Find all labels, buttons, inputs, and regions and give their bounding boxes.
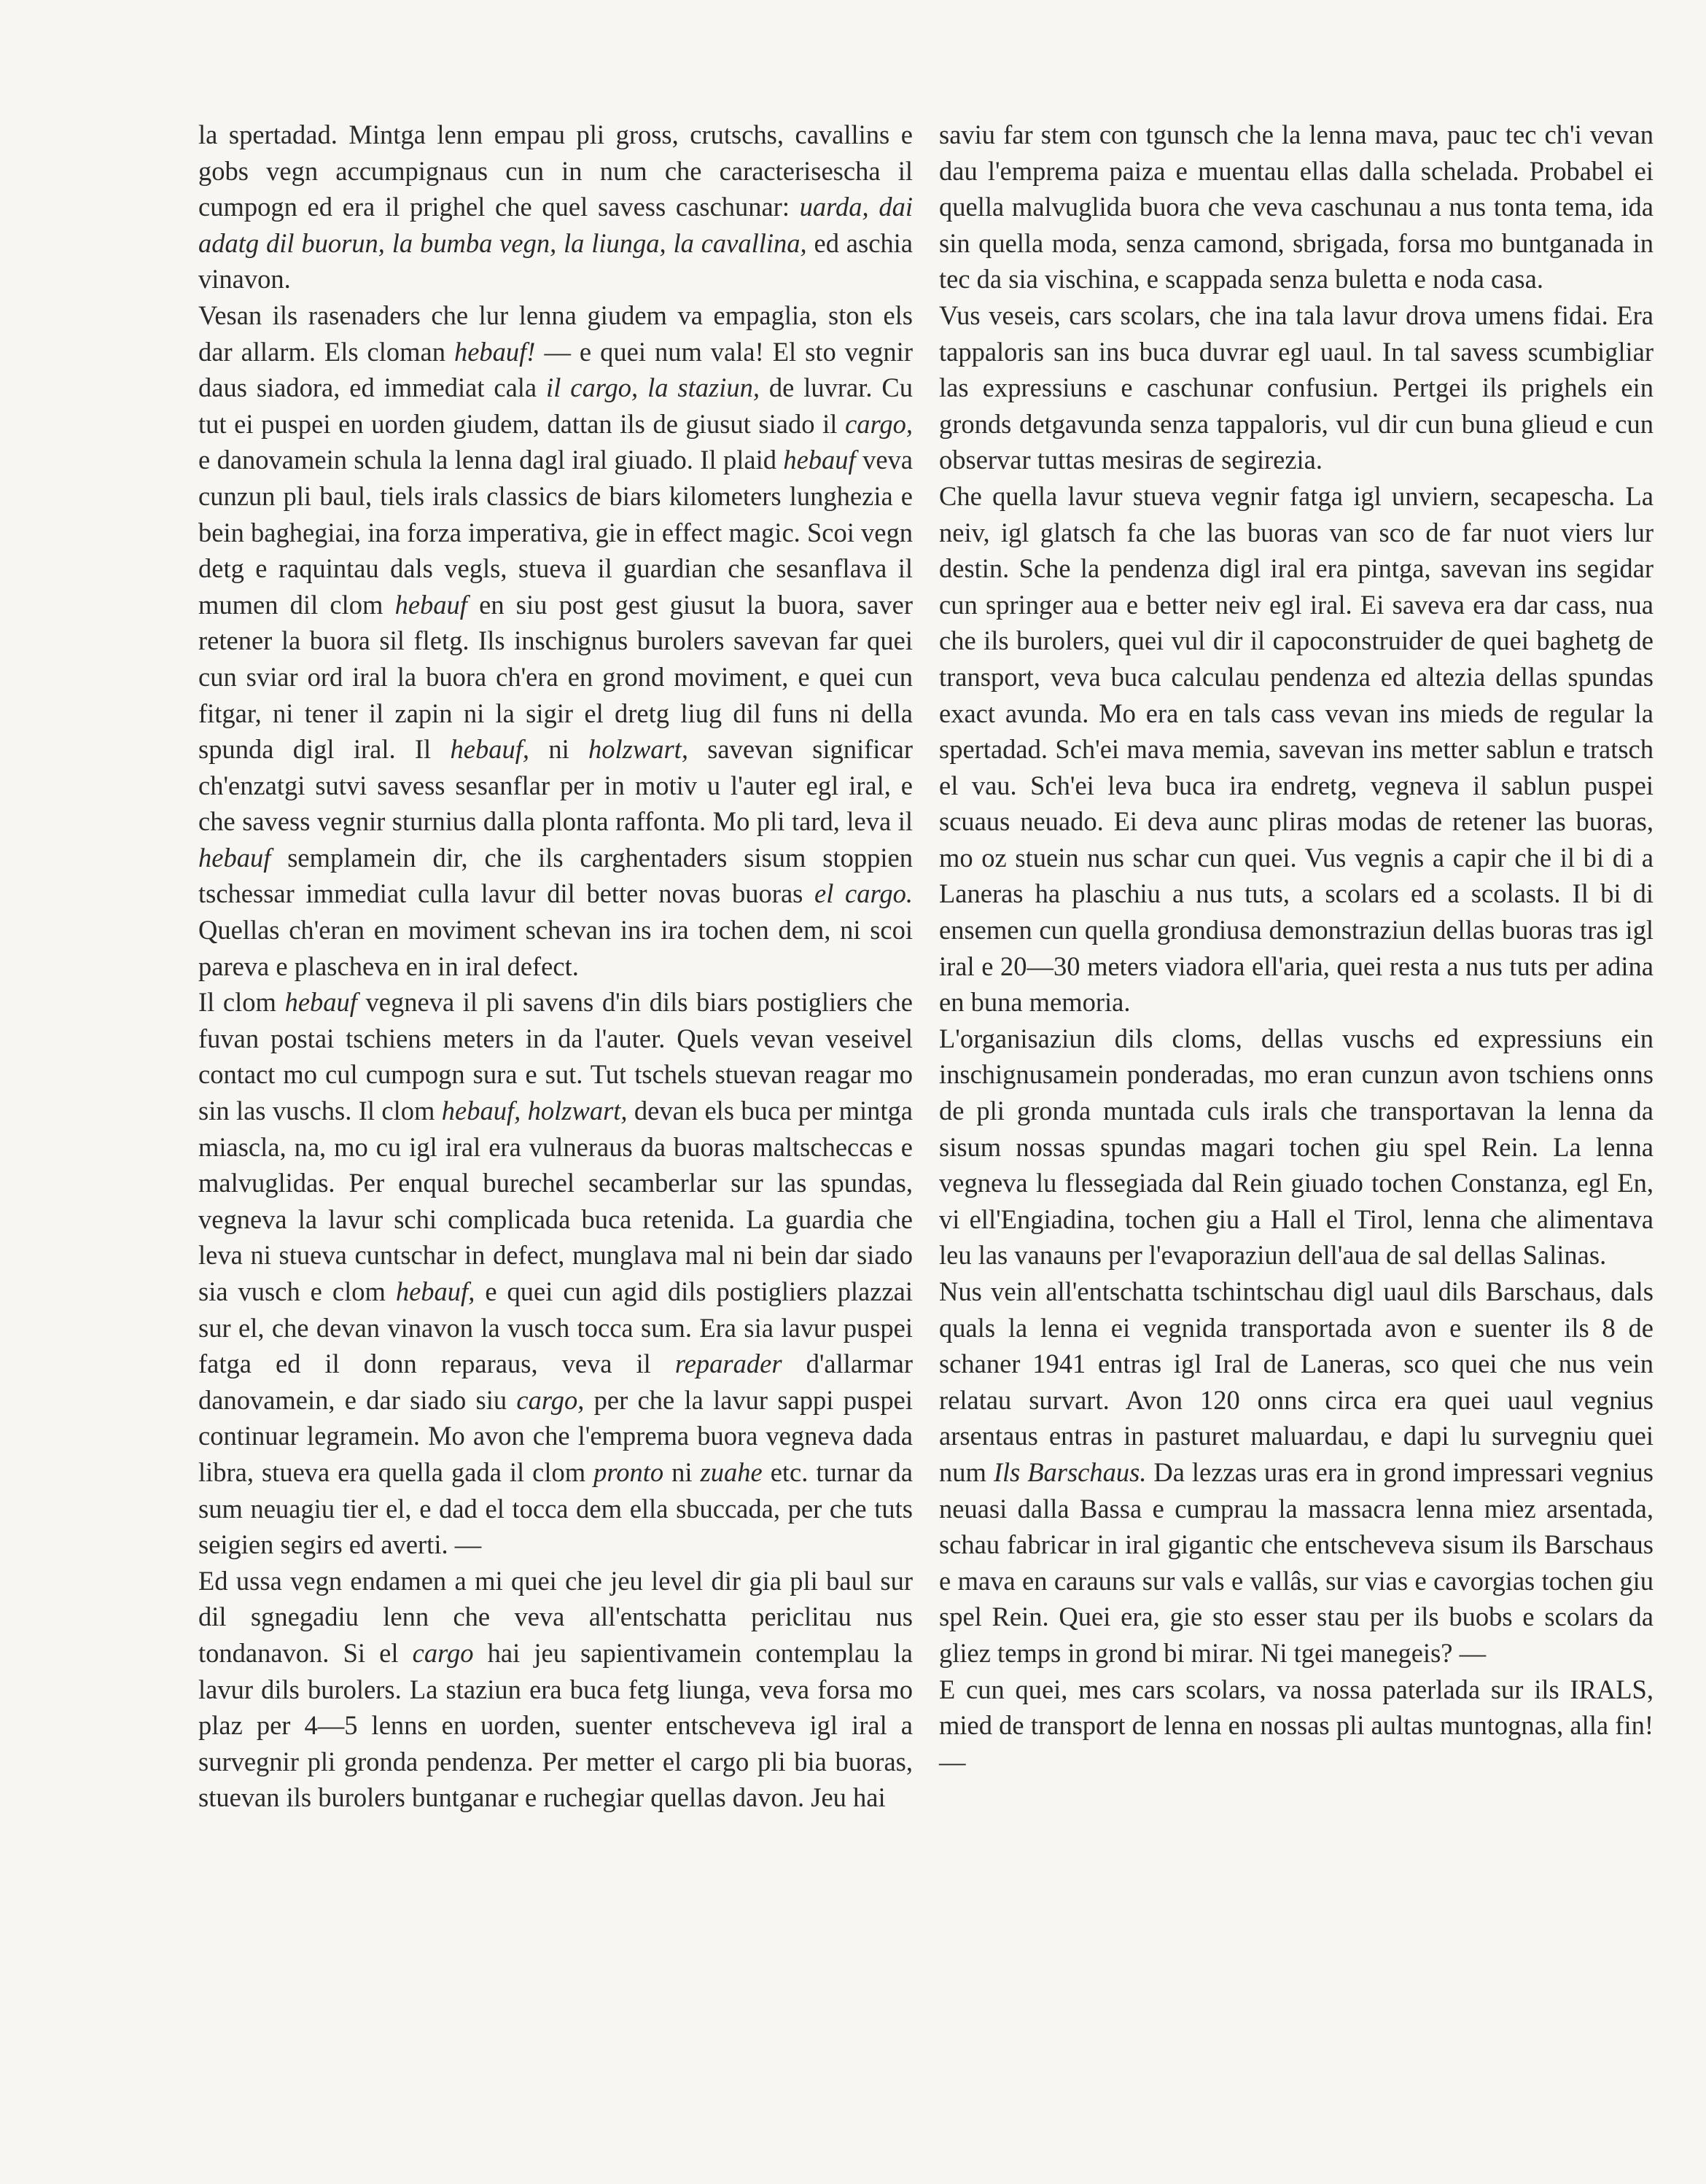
text-run: ed aschia vinavon. [198,227,913,295]
text-run: semplamein dir, che ils carghentaders sisum stoppien tschessar immediat culla lavur dil better novas buoras [198,842,913,909]
italic-term: cargo [412,1637,474,1668]
right-column [939,117,1654,1779]
italic-term: reparader [674,1349,782,1379]
text-run: veva cunzun pli baul, tiels irals classics de biars kilometers lunghezia e bein baghegiai, ina forza imperativa, gie in effect magic. Scoi vegn detg e raquintau dals vegls, stueva il guardian che sesanflava il mumen dil clom [198,445,913,620]
italic-term: hebauf [394,589,467,620]
text-run: Ed ussa vegn endamen a mi quei che jeu level dir gia pli baul sur dil sgnegadiu lenn che veva all'entschatta periclitau nus tondanavon. Si el [198,1565,913,1668]
paragraph [198,117,913,297]
paragraph [198,297,913,984]
italic-term: cargo, [516,1384,585,1415]
text-run: d'allarmar danovamein, e dar siado siu [198,1349,913,1415]
italic-term: el cargo. [814,878,913,909]
italic-term: uarda, dai adatg dil buorun, la bumba vegn, la liunga, la cavallina, [198,192,913,258]
paragraph [939,1672,1654,1780]
paragraph [939,117,1654,297]
text-run: ni [529,734,589,765]
text-run: etc. turnar da sum neuagiu tier el, e dad el tocca dem ella sbuccada, per che tuts seigien segirs ed averti. — [198,1456,913,1560]
text-run: L'organisaziun dils cloms, dellas vuschs ed expressiuns ein inschignusamein ponderadas, mo eran cunzun avon tschiens onns de pli gronda muntada culs irals che transportavan la lenna da sisum nossas spundas magari tochen giu spel Rein. La lenna vegneva lu flessegiada dal Rein giuado tochen Constanza, egl En, vi ell'Engiadina, tochen giu a Hall el Tirol, lenna che alimentava leu las vanauns per l'evaporaziun dell'aua de sal dellas Salinas. [939,1023,1654,1271]
italic-term: cargo, [845,408,913,439]
text-run: en siu post gest giusut la buora, saver retener la buora sil fletg. Ils inschignus burolers savevan far quei cun sviar ord iral la buora ch'era en grond moviment, e quei cun fitgar, ni tener il zapin ni la sigir el dretg liug dil funs ni della spunda digl iral. Il [198,589,913,765]
text-run: — e quei num vala! El sto vegnir daus siadora, ed immediat cala [198,336,913,403]
text-run: devan els buca per mintga miascla, na, mo cu igl iral era vulneraus da buoras maltscheccas e malvuglidas. Per enqual burechel secamberlar sur las spundas, vegneva la lavur schi complicada buca retenida. La guardia che leva ni stueva cuntschar in defect, munglava mal ni bein dar siado sia vusch e clom [198,1096,913,1306]
text-run: e quei cun agid dils postigliers plazzai sur el, che devan vinavon la vusch tocca sum. Era sia lavur puspei fatga ed il donn reparaus, veva il [198,1276,913,1379]
text-run: savevan significar ch'enzatgi sutvi savess sesanflar per in motiv u l'auter egl iral, e che savess vegnir sturnius dalla plonta raffonta. Mo pli tard, leva il [198,734,913,837]
text-run: de luvrar. Cu tut ei puspei en uorden giudem, dattan ils de giusut siado il [198,373,913,439]
paragraph [939,297,1654,478]
italic-term: hebauf [198,842,271,873]
italic-term: hebauf, [395,1276,475,1306]
text-run: hai jeu sapientivamein contemplau la lavur dils burolers. La staziun era buca fetg liunga, veva forsa mo plaz per 4—5 lenns en uorden, suenter entscheveva igl iral a survegnir pli gronda pendenza. Per metter el cargo pli bia buoras, stuevan ils burolers buntganar e ruchegiar quellas davon. Jeu hai [198,1637,913,1813]
paragraph [198,1563,913,1816]
text-run: Da lezzas uras era in grond impressari vegnius neuasi dalla Bassa e cumprau la massacra lenna miez arsentada, schau fabricar in iral gigantic che entscheveva sisum ils Barschaus e mava en carauns sur vals e vallâs, sur vias e cavorgias tochen giu spel Rein. Quei era, gie sto esser stau per ils buobs e scolars da gliez temps in grond bi mirar. Ni tgei manegeis? — [939,1456,1654,1668]
italic-term: zuahe [700,1456,763,1487]
text-run: E cun quei, mes cars scolars, va nossa paterlada sur ils IRALS, mied de transport de lenna en nossas pli aultas muntognas, alla fin! — [939,1674,1654,1777]
italic-term: hebauf [284,987,357,1018]
italic-term: holzwart, [588,734,688,765]
italic-term: Ils Barschaus. [993,1456,1147,1487]
left-column [198,117,913,1816]
text-run: Quellas ch'eran en moviment schevan ins ira tochen dem, ni scoi pareva e plascheva en in iral defect. [198,915,913,981]
italic-term: il cargo, la staziun, [546,373,760,403]
text-run: Che quella lavur stueva vegnir fatga igl unviern, secapescha. La neiv, igl glatsch fa che las buoras van sco de far nuot viers lur destin. Sche la pendenza digl iral era pintga, savevan ins segidar cun springer aua e better neiv egl iral. Ei saveva era dar cass, nua che ils burolers, quei vul dir il capoconstruider de quei baghetg de transport, veva buca calculau pendenza ed altezia dellas spundas exact avunda. Mo era en tals cass vevan ins mieds de regular la spertadad. Sch'ei mava memia, savevan ins metter sablun e tratsch el vau. Sch'ei leva buca ira endretg, vegneva il sablun puspei scuaus neuado. Ei deva aunc pliras modas de retener las buoras, mo oz stuein nus schar cun quei. Vus vegnis a capir che il bi di a Laneras ha plaschiu a nus tuts, a scolars ed a scolasts. Il bi di ensemen cun quella grondiusa demonstraziun dellas buoras tras igl iral e 20—30 meters viadora ell'aria, quei resta a nus tuts per adina en buna memoria. [939,480,1654,1018]
italic-term: pronto [593,1456,664,1487]
italic-term: hebauf! [453,336,536,367]
paragraph [939,478,1654,1021]
text-run: Vus veseis, cars scolars, che ina tala lavur drova umens fidai. Era tappaloris san ins buca duvrar egl uaul. In tal savess scumbigliar las expressiuns e caschunar confusiun. Pertgei ils prighels ein gronds detgavunda senza tappaloris, vul dir cun buna glieud e cun observar tuttas mesiras de segirezia. [939,300,1654,475]
text-run: saviu far stem con tgunsch che la lenna mava, pauc tec ch'i vevan dau l'emprema paiza e muentau ellas dalla schelada. Probabel ei quella malvuglida buora che veva caschunau a nus tonta tema, ida sin quella moda, senza camond, sbrigada, forsa mo buntganada in tec da sia vischina, e scappada senza buletta e noda casa. [939,120,1654,295]
paragraph [939,1021,1654,1274]
italic-term: hebauf, [450,734,529,765]
paragraph [198,984,913,1563]
text-run: ni [663,1456,701,1487]
text-run: la spertadad. Mintga lenn empau pli gross, crutschs, cavallins e gobs vegn accumpignaus cun in num che caracterisescha il cumpogn ed era il prighel che quel savess caschunar: [198,120,913,222]
text-run: Il clom [198,987,285,1018]
text-run: Vesan ils rasenaders che lur lenna giudem va empaglia, ston els dar allarm. Els cloman [198,300,913,367]
italic-term: hebauf, holzwart, [441,1096,628,1126]
paragraph [939,1274,1654,1672]
text-run: e danovamein schula la lenna dagl iral giuado. Il plaid [198,445,784,475]
text-run: Nus vein all'entschatta tschintschau digl uaul dils Barschaus, dals quals la lenna ei vegnida transportada avon e suenter ils 8 de schaner 1941 entras igl Iral de Laneras, sco quei che nus vein relatau survart. Avon 120 onns circa era quei uaul vegnius arsentaus entras in pasturet maluardau, e dapi lu survegniu quei num [939,1276,1654,1487]
italic-term: hebauf [783,445,856,475]
text-run: vegneva il pli savens d'in dils biars postigliers che fuvan postai tschiens meters in da l'auter. Quels vevan veseivel contact mo cul cumpogn sura e sut. Tut tschels stuevan reagar mo sin las vuschs. Il clom [198,987,914,1126]
text-run: per che la lavur sappi puspei continuar legramein. Mo avon che l'emprema buora vegneva dada libra, stueva era quella gada il clom [198,1384,913,1487]
